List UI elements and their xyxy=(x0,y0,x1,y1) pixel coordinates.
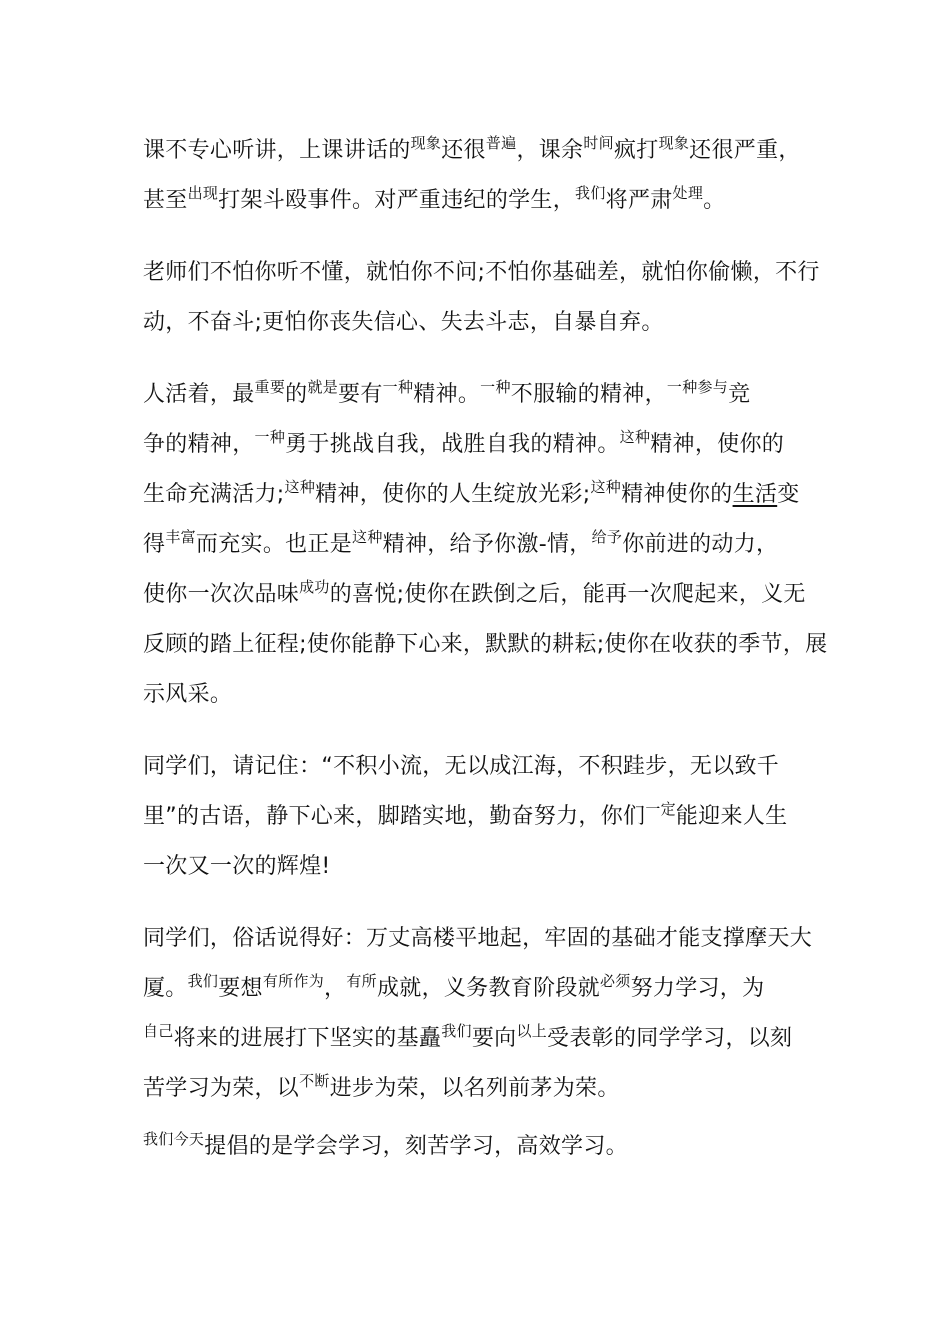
small-raised-word: 这种 xyxy=(284,478,316,496)
text-run: 不服输的精神， xyxy=(510,382,667,407)
text-run: 能迎来人生 xyxy=(675,804,788,829)
small-raised-word: 作为 xyxy=(293,972,325,990)
text-run: 将来的进展打下坚实的基矗 xyxy=(173,1026,442,1051)
text-run: 要有 xyxy=(338,382,383,407)
text-line xyxy=(143,480,800,511)
small-raised-word: 这种 xyxy=(590,478,622,496)
text-run: 成就，义务教育阶段就 xyxy=(376,976,600,1001)
small-raised-word: 这种 xyxy=(352,528,383,546)
small-raised-word: 重要 xyxy=(254,378,286,396)
text-run: 努力学习，为 xyxy=(630,976,765,1001)
text-line xyxy=(143,530,778,561)
text-line xyxy=(143,630,827,660)
small-raised-word: 不断 xyxy=(299,1072,330,1090)
underlined-word: 生活 xyxy=(732,482,778,507)
text-run: 受表彰的同学学习，以刻 xyxy=(547,1026,793,1051)
text-run: 你前进的动力， xyxy=(622,532,779,557)
text-run: 而充实。也正是 xyxy=(195,532,353,557)
text-run: 同学们，俗话说得好：万丈高楼平地起，牢固的基础才能支撑摩天大 xyxy=(143,926,813,951)
small-raised-word: 我们 xyxy=(441,1022,472,1040)
small-raised-word: 有所 xyxy=(346,972,377,990)
text-run: 课不专心听讲，上课讲话的 xyxy=(143,138,411,163)
small-raised-word: 以上 xyxy=(516,1022,548,1040)
text-line xyxy=(143,186,725,217)
small-raised-word: 一种 xyxy=(666,378,698,396)
text-run: 使你一次次品味 xyxy=(143,582,300,607)
text-run: 精神使你的 xyxy=(621,482,733,507)
text-line xyxy=(143,802,787,833)
text-line xyxy=(143,308,664,338)
text-run: ，课余 xyxy=(516,138,584,163)
small-raised-word: 必须 xyxy=(599,972,631,990)
text-run: 生命充满活力; xyxy=(143,482,285,507)
small-raised-word: 成功 xyxy=(299,578,330,596)
text-run: 甚至 xyxy=(143,188,188,213)
text-line xyxy=(143,752,779,782)
small-raised-word: 一种 xyxy=(382,378,414,396)
text-run: 精神，给予你激-情， xyxy=(382,532,592,557)
small-raised-word: 我们 xyxy=(187,972,219,990)
small-raised-word: 有所 xyxy=(262,972,294,990)
small-raised-word: 一定 xyxy=(645,800,676,818)
small-raised-word: 一种 xyxy=(254,428,286,446)
small-raised-word: 就是 xyxy=(307,378,339,396)
text-run: 要想 xyxy=(218,976,263,1001)
text-run: 还很 xyxy=(441,138,486,163)
text-run: 老师们不怕你听不懂，就怕你不问;不怕你基础差，就怕你偷懒，不行 xyxy=(143,260,820,285)
small-raised-word: 处理 xyxy=(672,184,704,202)
text-run: 精神，使你的 xyxy=(650,432,785,457)
text-run: 示风采。 xyxy=(143,682,233,707)
small-raised-word: 给予 xyxy=(591,528,623,546)
text-line xyxy=(143,1024,792,1055)
text-run: 同学们，请记住：“不积小流，无以成江海，不积跬步，无以致千 xyxy=(143,754,780,779)
text-run: 的 xyxy=(285,382,308,407)
small-raised-word: 我们 xyxy=(143,1130,174,1148)
text-line xyxy=(143,924,812,954)
text-run: 竞 xyxy=(728,382,751,407)
text-run: 进步为荣，以名列前茅为荣。 xyxy=(329,1076,620,1101)
text-run: 疯打 xyxy=(613,138,659,163)
text-run: 厦。 xyxy=(143,976,188,1001)
text-run: 还很严重， xyxy=(689,138,801,163)
text-run: 勇于挑战自我，战胜自我的精神。 xyxy=(285,432,620,457)
small-raised-word: 这种 xyxy=(619,428,651,446)
text-line xyxy=(143,580,806,611)
text-run: 的喜悦;使你在跌倒之后，能再一次爬起来，义无 xyxy=(329,582,806,607)
text-line xyxy=(143,1132,628,1163)
text-run: 一次又一次的辉煌! xyxy=(143,854,331,879)
text-line xyxy=(143,680,232,710)
text-run: 变 xyxy=(777,482,800,507)
small-raised-word: 现象 xyxy=(410,134,442,152)
text-line xyxy=(143,136,801,167)
text-run: 苦学习为荣，以 xyxy=(143,1076,300,1101)
text-run: 里”的古语，静下心来，脚踏实地，勤奋努力，你们 xyxy=(143,804,646,829)
text-run: 动，不奋斗;更怕你丧失信心、失去斗志，自暴自弃。 xyxy=(143,310,664,335)
text-run: 精神。 xyxy=(413,382,481,407)
small-raised-word: 现象 xyxy=(658,134,690,152)
small-raised-word: 自己 xyxy=(143,1022,174,1040)
text-run: 争的精神， xyxy=(143,432,255,457)
text-run: 要向 xyxy=(471,1026,517,1051)
text-run: 提倡的是学会学习，刻苦学习，高效学习。 xyxy=(204,1134,628,1159)
text-run: 将严肃 xyxy=(605,188,673,213)
small-raised-word: 时间 xyxy=(583,134,614,152)
small-raised-word: 普遍 xyxy=(485,134,517,152)
text-line xyxy=(143,852,331,882)
small-raised-word: 丰富 xyxy=(165,528,196,546)
text-line xyxy=(143,1074,620,1105)
text-line xyxy=(143,430,784,461)
text-line xyxy=(143,258,820,288)
text-line xyxy=(143,380,750,411)
small-raised-word: 今天 xyxy=(173,1130,205,1148)
text-run: 反顾的踏上征程;使你能静下心来，默默的耕耘;使你在收获的季节，展 xyxy=(143,632,828,657)
text-line xyxy=(143,974,764,1005)
text-run: 打架斗殴事件。对严重违纪的学生， xyxy=(218,188,576,213)
text-run: 人活着，最 xyxy=(143,382,255,407)
text-run: 。 xyxy=(703,188,726,213)
small-raised-word: 参与 xyxy=(697,378,729,396)
text-run: 得 xyxy=(143,532,166,557)
text-run: 精神，使你的人生绽放光彩; xyxy=(315,482,591,507)
text-run: ， xyxy=(324,976,347,1001)
small-raised-word: 我们 xyxy=(575,184,606,202)
small-raised-word: 一种 xyxy=(480,378,511,396)
small-raised-word: 出现 xyxy=(187,184,219,202)
